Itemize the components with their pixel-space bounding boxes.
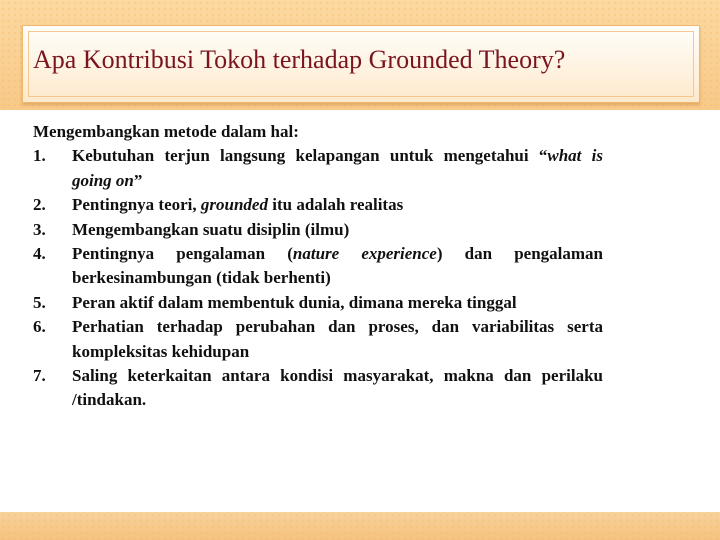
list-item [33, 364, 603, 413]
list-item-number: 4. [33, 244, 46, 264]
list-item-number: 5. [33, 292, 46, 312]
slide-title: Apa Kontribusi Tokoh terhadap Grounded Theory? [33, 45, 566, 74]
list-item [33, 144, 603, 193]
list-item-number: 3. [33, 219, 46, 239]
list-item [33, 218, 603, 242]
text-segment: Perhatian terhadap perubahan dan proses, dan variabilitas serta kompleksitas kehidupan [72, 317, 603, 361]
list-item-number: 1. [33, 146, 46, 166]
text-segment: Pentingnya teori, [72, 195, 201, 215]
list-item-number: 2. [33, 195, 46, 215]
list-item-text [72, 291, 603, 315]
title-box [22, 25, 700, 103]
list-item-text [72, 193, 603, 217]
slide-content [33, 120, 603, 413]
bottom-decorative-band [0, 512, 720, 540]
list-item-text [72, 144, 603, 193]
list-item-text [72, 242, 603, 291]
text-segment: Mengembangkan suatu disiplin (ilmu) [72, 219, 350, 239]
text-segment: Peran aktif dalam membentuk dunia, dimana mereka tinggal [72, 292, 517, 312]
list-item-text [72, 218, 603, 242]
text-segment: Pentingnya pengalaman ( [72, 244, 293, 264]
list-item [33, 291, 603, 315]
contribution-list [33, 144, 603, 412]
text-segment: Saling keterkaitan antara kondisi masyarakat, makna dan perilaku /tindakan. [72, 366, 603, 410]
text-segment: ” [133, 170, 143, 190]
list-item-text [72, 315, 603, 364]
text-segment: ) dan pengalaman berkesinambungan (tidak berhenti) [72, 244, 603, 288]
text-segment: Kebutuhan terjun langsung kelapangan untuk mengetahui “ [72, 146, 548, 166]
list-item-number: 6. [33, 317, 46, 337]
list-item [33, 242, 603, 291]
italic-term: what is going on [72, 146, 603, 190]
list-item-text [72, 364, 603, 413]
italic-term: grounded [200, 195, 268, 215]
list-item-number: 7. [33, 366, 46, 386]
list-item [33, 193, 603, 217]
italic-term: nature experience [292, 244, 437, 264]
intro-line: Mengembangkan metode dalam hal: [33, 122, 299, 141]
text-segment: itu adalah realitas [267, 195, 404, 215]
list-item [33, 315, 603, 364]
